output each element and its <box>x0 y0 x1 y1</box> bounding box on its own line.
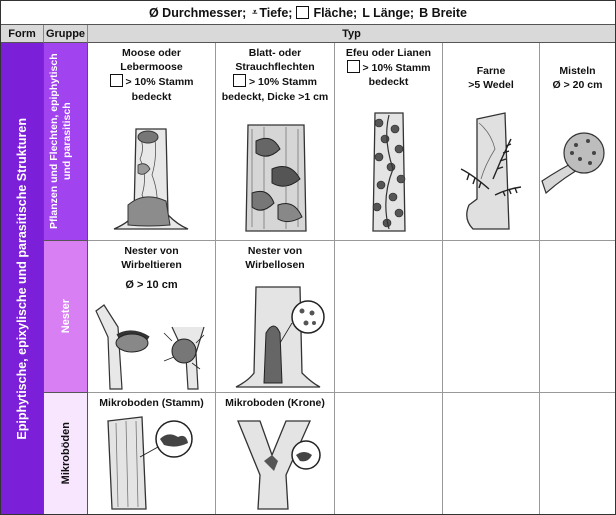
cell-ferns <box>443 43 540 241</box>
vert-nests-title-1: Nester von <box>124 245 179 257</box>
moss-title-1: Moose oder <box>122 47 181 59</box>
group-microsoils-label: Mikroböden <box>59 422 72 485</box>
moss-criterion-1: > 10% Stamm <box>125 76 194 89</box>
cell-ivy <box>335 43 443 241</box>
ivy-title: Efeu oder Lianen <box>345 47 432 59</box>
cell-invertebrate-nests <box>216 241 335 393</box>
ivy-criterion-2: bedeckt <box>368 76 409 89</box>
form-column <box>1 43 44 514</box>
cell-vertebrate-nests <box>88 241 216 393</box>
cell-empty-1 <box>335 241 443 393</box>
header-type: Typ <box>88 25 615 43</box>
invert-nests-title-1: Nester von <box>247 245 303 257</box>
lichen-title-1: Blatt- oder <box>248 47 302 59</box>
header-form: Form <box>1 25 44 43</box>
invert-nests-title-2: Wirbellosen <box>245 259 305 272</box>
legend-depth: Tiefe; <box>259 5 293 20</box>
group-plants-label: Pflanzen und Flechten, epiphytisch und parasitisch <box>47 53 73 230</box>
cell-empty-3 <box>540 241 615 393</box>
cell-soil-crown <box>216 393 335 514</box>
legend-width: B Breite <box>419 5 468 20</box>
depth-icon: ⩡ <box>252 7 258 17</box>
group-microsoils <box>44 393 88 514</box>
vert-nests-title-2: Wirbeltieren <box>121 259 182 272</box>
ferns-trunk-illustration <box>443 109 540 237</box>
cell-empty-2 <box>443 241 540 393</box>
soil-stem-illustration <box>88 415 216 511</box>
legend-bar <box>1 1 615 25</box>
cell-empty-4 <box>335 393 443 514</box>
lichen-criterion-1: > 10% Stamm <box>249 76 317 89</box>
cell-moss <box>88 43 216 241</box>
ivy-trunk-illustration <box>335 109 443 237</box>
legend-length: L Länge; <box>362 5 415 20</box>
cell-mistletoe <box>540 43 615 241</box>
moss-criterion-2: bedeckt <box>131 90 172 103</box>
header-group: Gruppe <box>44 25 88 43</box>
group-plants <box>44 43 88 241</box>
moss-trunk-illustration <box>88 125 216 237</box>
area-square-icon <box>296 6 309 19</box>
soil-stem-title: Mikroboden (Stamm) <box>99 397 204 409</box>
lichen-title-2: Strauchflechten <box>235 61 315 74</box>
cell-empty-5 <box>443 393 540 514</box>
mistletoe-branch-illustration <box>540 119 615 199</box>
legend-diameter: Ø Durchmesser; <box>148 5 247 20</box>
invertebrate-nest-illustration <box>216 283 335 391</box>
soil-crown-title: Mikroboden (Krone) <box>225 397 325 409</box>
mistletoe-title: Misteln <box>559 65 596 77</box>
ivy-criterion-1: > 10% Stamm <box>362 62 431 75</box>
vert-nests-criterion: Ø > 10 cm <box>125 279 178 292</box>
soil-crown-illustration <box>216 415 335 511</box>
vertebrate-nest-illustration <box>88 297 216 391</box>
cell-lichen <box>216 43 335 241</box>
cell-soil-stem <box>88 393 216 514</box>
lichen-criterion-2: bedeckt, Dicke >1 cm <box>221 90 329 103</box>
area-square-icon <box>347 60 360 73</box>
area-square-icon <box>110 74 123 87</box>
moss-title-2: Lebermoose <box>120 61 183 74</box>
group-nests <box>44 241 88 393</box>
legend-area: Fläche; <box>313 5 358 20</box>
ferns-criterion: >5 Wedel <box>468 79 514 92</box>
cell-empty-6 <box>540 393 615 514</box>
ferns-title: Farne <box>476 65 506 77</box>
group-nests-label: Nester <box>59 299 72 334</box>
form-label: Epiphytische, epixylische und parasitische Strukturen <box>15 117 29 440</box>
area-square-icon <box>233 74 246 87</box>
mistletoe-criterion: Ø > 20 cm <box>552 79 603 92</box>
lichen-trunk-illustration <box>216 121 335 237</box>
